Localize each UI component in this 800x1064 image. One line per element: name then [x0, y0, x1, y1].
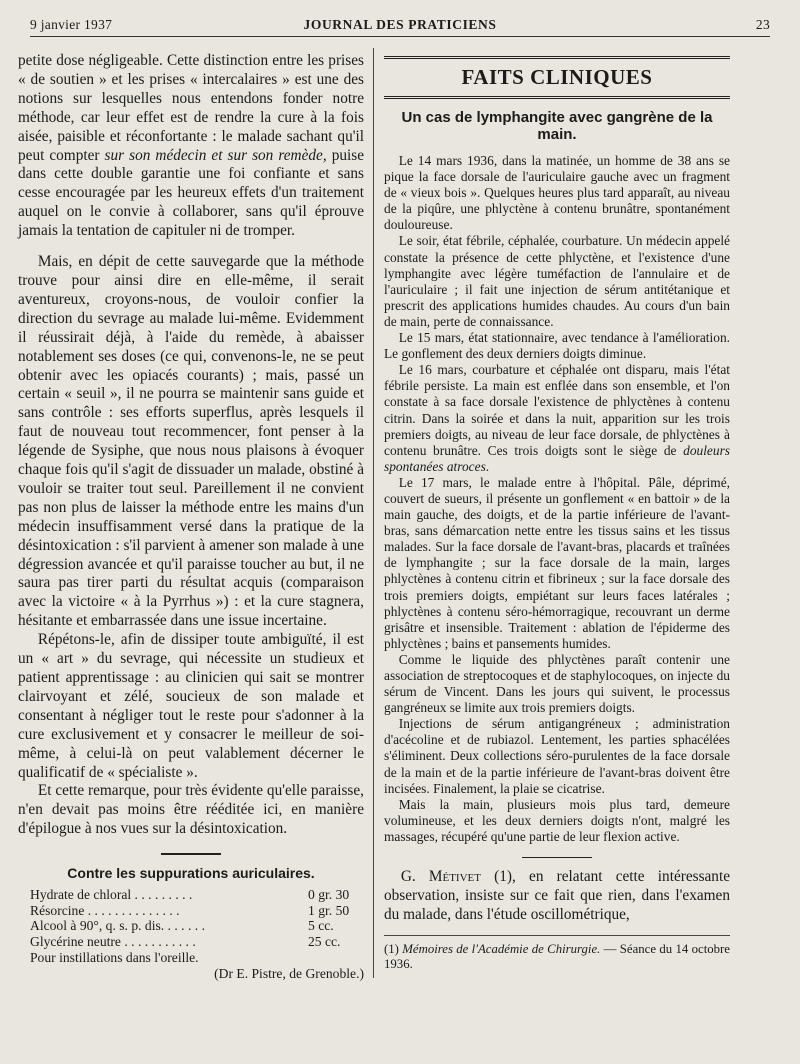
text-run: puise dans cette double garantie une foi confiante et sans cesse encouragée par les heureux effets d'un traitement auquel on le convie à collaborer, sans qu'il éprouve jamais la tentation de capituler ni de tromper.	[18, 146, 364, 240]
paragraph: Le 17 mars, le malade entre à l'hôpital. Pâle, déprimé, couvert de sueurs, il présente un gonflement « en battoir » de la main gauche, des doigts, et de la partie inférieure de l'avant-bras, sans démarcation nette entre les tissus sains et les tissus malades. Sur la face dorsale de l'avant-bras, placards et traînées de lymphangite ; sur la face dorsale de la main, larges phlyctènes à contenu citrin et fibrineux ; sur la face dorsale des trois premiers doigts, empiétant sur leurs faces latérales ; phlyctènes à contenu séro-hémorragique, recouvrant un derme grisâtre et insensible. Traitement : ablation de l'épiderme des phlyctènes ; bains et pansements humides.	[384, 474, 730, 651]
recipe-item	[18, 903, 364, 919]
text-run: (1), en relatant cette intéressante observation, insiste sur ce fait que rien, dans l'examen du malade, dans l'étude oscillométrique,	[384, 868, 730, 923]
section-title: FAITS CLINIQUES	[384, 56, 730, 99]
paragraph: Le 14 mars 1936, dans la matinée, un homme de 38 ans se pique la face dorsale de l'auriculaire gauche avec un fragment de « vieux bois ». Quelques heures plus tard apparaît, au niveau de la piqûre, une phlyctène à contenu brunâtre, spontanément douloureuse.	[384, 153, 730, 233]
text-run: .	[485, 458, 490, 474]
footnote-rule	[384, 935, 730, 936]
page-number: 23	[755, 17, 770, 32]
text-run: Le 16 mars, courbature et céphalée ont disparu, mais l'état fébrile persiste. La main est enflée dans son ensemble, et l'on constate à sa face dorsale l'existence de phlyctènes à contenu citrin. Dans la soirée et dans la nuit, apparition sur les trois premiers doigts, au niveau de leur face dorsale, de phlyctènes à contenu brunâtre. Ces trois doigts sont le siège de	[384, 362, 730, 458]
emphasis: douleurs spontanées atroces	[384, 442, 730, 474]
paragraph: Répétons-le, afin de dissiper toute ambiguïté, il est un « art » du sevrage, qui nécessite un studieux et patient apprentissage : au clinicien qui sait se montrer clairvoyant et zélé, soucieux de son malade et consentant à négliger tout le reste pour s'adonner à la cure exclusivement et y consacrer le meilleur de soi-même, à celui-là on peut valablement décerner le qualificatif de « spécialiste ».	[18, 631, 364, 781]
paragraph: Mais, en dépit de cette sauvegarde que la méthode trouve pour ainsi dire en elle-même, il serait aventureux, croyons-nous, de vouloir confier la direction du sevrage au malade lui-même. Evidemment il réussirait déjà, à l'aide du remède, à abaisser notablement ses doses (ce qui, convenons-le, ne se peut obtenir avec les opiacés courants) ; mais, passé un certain « seuil », il ne pourra se maintenir sans guide et sans contrôle : ses efforts superflus, après lesquels il faut de nouveau tout recommencer, font penser à la légende de Sysiphe, que nous nous plaisons à évoquer chaque fois qu'il s'agit de dissuader un malade, obstiné à vouloir se traiter tout seul. Pareillement il ne convient pas non plus de laisser la méthode entre les mains d'un médecin insuffisamment versé dans la pratique de la désintoxication : s'il parvient à amener son malade à une dégression avancée et qu'il paraisse toucher au but, il ne saura pas tirer parti du résultat acquis (comparaison avec la victoire « à la Pyrrhus ») : et la cure stagnera, hésitante et embarrassée dans une issue incertaine.	[18, 253, 364, 630]
footnote	[384, 942, 730, 972]
quantity: 5 cc.	[308, 918, 334, 934]
emphasis: Mémoires de l'Académie de Chirurgie.	[402, 941, 601, 956]
text-run: — Séance du 14 octobre 1936.	[384, 941, 730, 971]
quantity: 0 gr. 30	[308, 887, 350, 903]
column-divider	[373, 48, 374, 978]
emphasis: sur son médecin et sur son remède,	[104, 146, 327, 164]
left-column	[18, 52, 364, 982]
recipe-list	[18, 887, 364, 982]
recipe-item	[18, 918, 364, 934]
text-run: petite dose négligeable. Cette distinction entre les prises « de soutien » et les prises « intercalaires » est une des notions sur lesquelles nous entendons fonder notre méthode, car leur effet est de rendre la cure à la fois aisée, paisible et réconfortante : le malade sachant qu'il peut compter	[18, 52, 364, 164]
issue-date: 9 janvier 1937	[30, 17, 113, 32]
paragraph	[18, 52, 364, 241]
recipe-signature: (Dr E. Pistre, de Grenoble.)	[214, 966, 364, 982]
ingredient: Glycérine neutre . . . . . . . . . . .	[30, 933, 196, 949]
ingredient: Résorcine . . . . . . . . . . . . . .	[30, 902, 180, 918]
divider	[161, 853, 221, 855]
paragraph: Et cette remarque, pour très évidente qu'elle paraisse, n'en devait pas moins être rééditée ici, en manière d'épilogue à nos vues sur la désintoxication.	[18, 782, 364, 838]
paragraph: Comme le liquide des phlyctènes paraît contenir une association de streptocoques et de staphylocoques, on injecte du sérum de Vincent. Dans les jours qui suivent, le processus gangréneux se limite aux trois premiers doigts.	[384, 651, 730, 716]
footnote-number: (1)	[384, 941, 403, 956]
article-title: Un cas de lymphangite avec gangrène de la main.	[401, 109, 713, 143]
recipe-box	[18, 865, 364, 982]
paragraph	[384, 362, 730, 475]
recipe-usage: Pour instillations dans l'oreille.	[30, 949, 199, 965]
recipe-title: Contre les suppurations auriculaires.	[67, 865, 315, 882]
page-header	[30, 14, 770, 37]
ingredient: Hydrate de chloral . . . . . . . . .	[30, 887, 193, 903]
quantity: 25 cc.	[308, 933, 341, 949]
author-name: G. Métivet	[400, 868, 481, 886]
recipe-item	[18, 887, 364, 903]
paragraph: Injections de sérum antigangréneux ; administration d'acécoline et de rubiazol. Lentement, les parties sphacélées s'éliminent. Deux collections séro-purulentes de la face dorsale de la main et de la partie inférieure de l'avant-bras doivent être incisées. Finalement, la plaie se cicatrise.	[384, 716, 730, 796]
right-column	[384, 52, 730, 972]
recipe-item	[18, 934, 364, 950]
paragraph: Le 15 mars, état stationnaire, avec tendance à l'amélioration. Le gonflement des deux derniers doigts diminue.	[384, 330, 730, 362]
journal-title: JOURNAL DES PRATICIENS	[303, 17, 497, 32]
divider	[522, 857, 592, 858]
quantity: 1 gr. 50	[308, 902, 350, 918]
paragraph	[384, 868, 730, 925]
ingredient: Alcool à 90°, q. s. p. dis. . . . . . .	[30, 918, 205, 934]
paragraph: Le soir, état fébrile, céphalée, courbature. Un médecin appelé constate la présence de cette phlyctène, et l'existence d'une lymphangite avec légère tuméfaction de l'annulaire et de l'auriculaire ; il fait une injection de sérum antitétanique et prescrit des applications humides chaudes. Au cours d'un bain de main, perte de connaissance.	[384, 233, 730, 329]
paragraph: Mais la main, plusieurs mois plus tard, demeure volumineuse, et les deux derniers doigts n'ont, malgré les massages, récupéré qu'une partie de leur flexion active.	[384, 796, 730, 844]
